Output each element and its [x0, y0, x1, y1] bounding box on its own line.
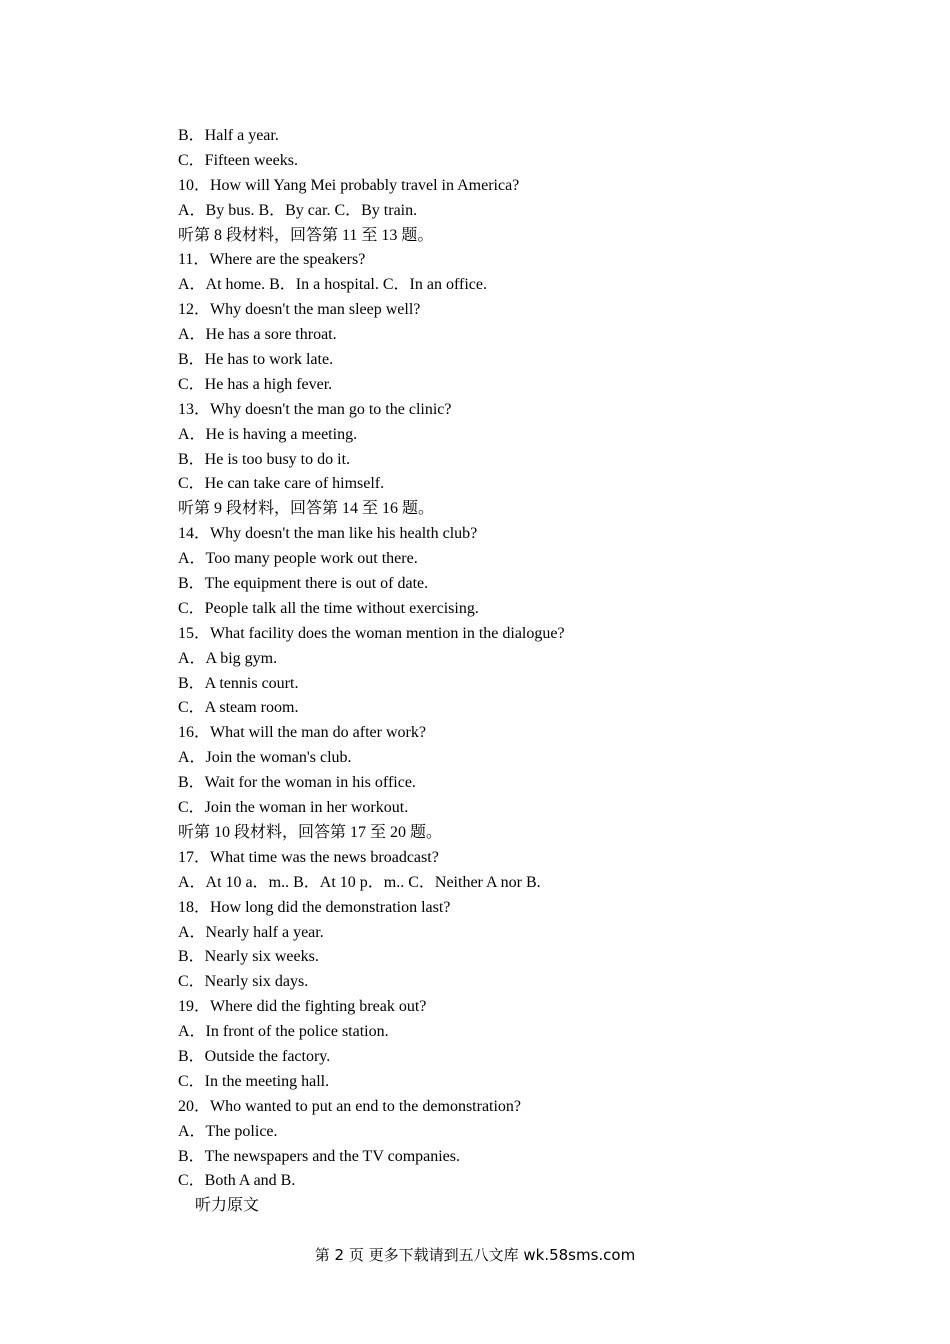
- option-line: C．Join the woman in her workout.: [178, 799, 409, 817]
- option-line: B．Nearly six weeks.: [178, 948, 319, 966]
- option-line: A．The police.: [178, 1122, 278, 1140]
- option-line: B．Half a year.: [178, 127, 279, 144]
- option-line: C．He has a high fever.: [178, 375, 333, 393]
- section-heading: 听第 10 段材料，回答第 17 至 20 题。: [178, 823, 443, 841]
- document-body: [178, 124, 878, 1219]
- question-line: 12．Why doesn't the man sleep well?: [178, 301, 421, 319]
- option-line: B．The equipment there is out of date.: [178, 575, 429, 593]
- question-line: 14．Why doesn't the man like his health club?: [178, 525, 478, 543]
- option-line: A．In front of the police station.: [178, 1023, 389, 1041]
- option-line: C．In the meeting hall.: [178, 1072, 330, 1090]
- option-line: B．Wait for the woman in his office.: [178, 774, 416, 792]
- option-line: A．By bus. B．By car. C．By train.: [178, 201, 418, 219]
- transcript-heading: 听力原文: [195, 1197, 260, 1215]
- question-line: 16．What will the man do after work?: [178, 724, 426, 742]
- section-heading: 听第 8 段材料，回答第 11 至 13 题。: [178, 226, 434, 244]
- question-line: 10．How will Yang Mei probably travel in America?: [178, 176, 520, 194]
- option-line: C．A steam room.: [178, 699, 299, 717]
- option-line: B．He is too busy to do it.: [178, 450, 351, 468]
- option-line: C．Fifteen weeks.: [178, 151, 298, 169]
- option-line: C．He can take care of himself.: [178, 475, 385, 493]
- option-line: C．People talk all the time without exercising.: [178, 599, 479, 617]
- option-line: C．Both A and B.: [178, 1172, 296, 1190]
- option-line: B．The newspapers and the TV companies.: [178, 1147, 461, 1165]
- question-line: 13．Why doesn't the man go to the clinic?: [178, 400, 452, 418]
- option-line: A．Nearly half a year.: [178, 923, 324, 941]
- page-footer: 第 2 页 更多下载请到五八文库 wk.58sms.com: [314, 1246, 636, 1264]
- option-line: A．He is having a meeting.: [178, 425, 358, 443]
- question-line: 11．Where are the speakers?: [178, 251, 366, 269]
- option-line: B．He has to work late.: [178, 351, 334, 369]
- option-line: A．At home. B．In a hospital. C．In an office.: [178, 276, 487, 294]
- question-line: 18．How long did the demonstration last?: [178, 898, 451, 916]
- option-line: A．Join the woman's club.: [178, 749, 352, 767]
- option-line: B．Outside the factory.: [178, 1047, 331, 1065]
- option-line: A．At 10 a．m.. B．At 10 p．m.. C．Neither A nor B.: [178, 873, 541, 891]
- option-line: C．Nearly six days.: [178, 973, 309, 991]
- option-line: B．A tennis court.: [178, 674, 299, 692]
- question-line: 17．What time was the news broadcast?: [178, 848, 439, 866]
- option-line: A．A big gym.: [178, 649, 278, 667]
- option-line: A．Too many people work out there.: [178, 550, 418, 568]
- question-line: 19．Where did the fighting break out?: [178, 998, 427, 1016]
- section-heading: 听第 9 段材料，回答第 14 至 16 题。: [178, 500, 435, 518]
- question-line: 15．What facility does the woman mention in the dialogue?: [178, 624, 565, 642]
- question-line: 20．Who wanted to put an end to the demonstration?: [178, 1097, 522, 1115]
- option-line: A．He has a sore throat.: [178, 326, 337, 344]
